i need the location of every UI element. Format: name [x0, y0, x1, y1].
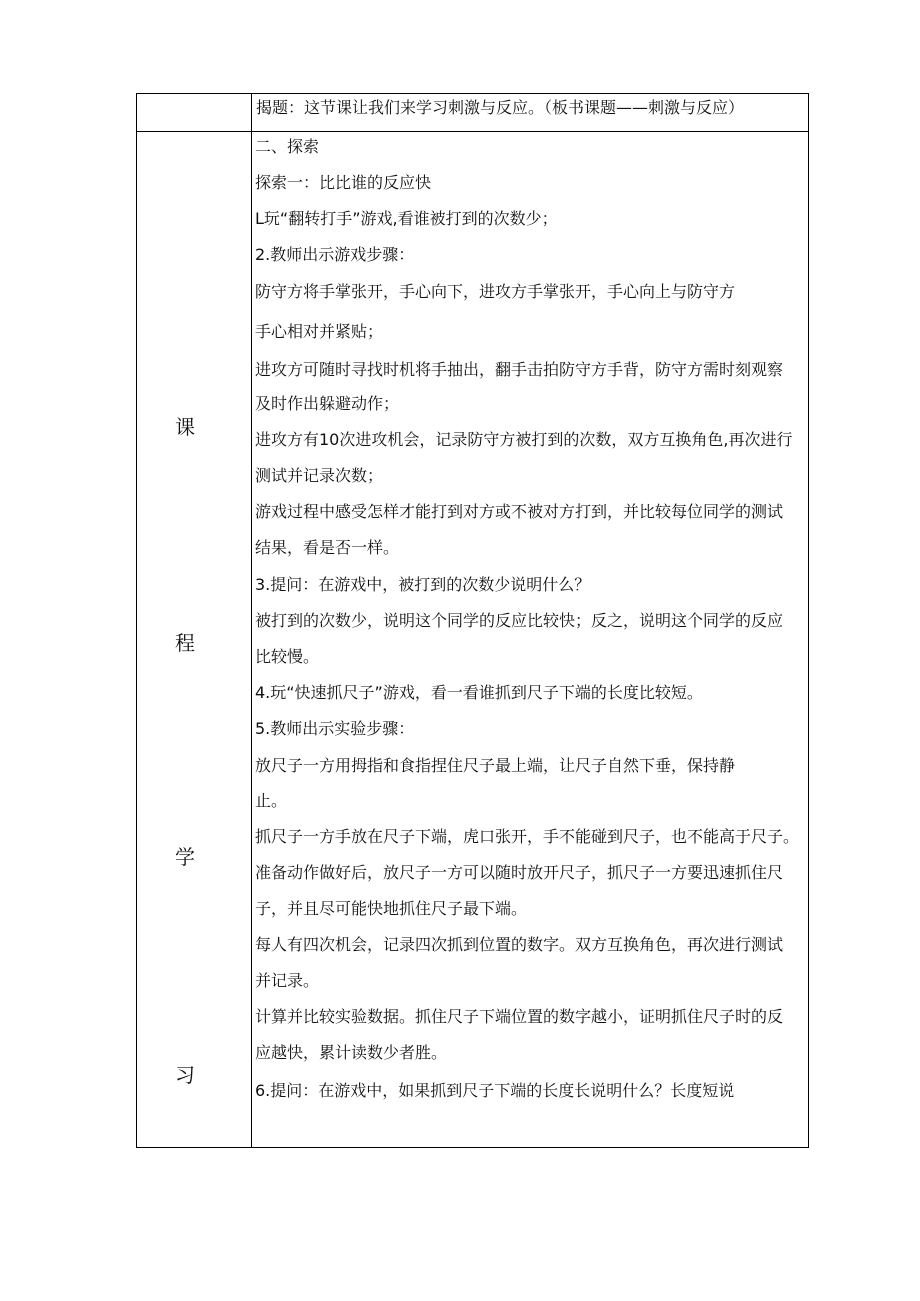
label-cell	[137, 132, 252, 1148]
intro-text: 揭题：这节课让我们来学习刺激与反应。（板书课题——刺激与反应）	[256, 98, 745, 117]
text-line: 探索一：比比谁的反应快	[255, 173, 432, 192]
content-cell	[252, 94, 809, 132]
text-line: 准备动作做好后，放尺子一方可以随时放开尺子，抓尺子一方要迅速抓住尺	[255, 863, 784, 882]
text-line: 止。	[255, 791, 288, 810]
text-line: 3.提问：在游戏中，被打到的次数少说明什么？	[255, 575, 591, 594]
text-line: 6.提问：在游戏中，如果抓到尺子下端的长度长说明什么？长度短说	[255, 1081, 735, 1100]
text-line: 并记录。	[255, 971, 320, 990]
text-line: 结果，看是否一样。	[255, 538, 400, 557]
text-line: 防守方将手掌张开，手心向下，进攻方手掌张开，手心向上与防守方	[255, 282, 736, 301]
text-line: 进攻方有10次进攻机会，记录防守方被打到的次数，双方互换角色,再次进行	[255, 430, 793, 449]
text-line: 2.教师出示游戏步骤：	[255, 245, 415, 264]
lesson-table	[136, 93, 809, 1148]
text-line: 进攻方可随时寻找时机将手抽出，翻手击拍防守方手背，防守方需时刻观察	[255, 360, 784, 379]
table-row	[137, 132, 809, 1148]
label-char: 程	[175, 631, 195, 655]
text-line: 抓尺子一方手放在尺子下端，虎口张开，手不能碰到尺子，也不能高于尺子。	[255, 827, 800, 846]
text-line: L玩“翻转打手”游戏,看谁被打到的次数少；	[255, 209, 558, 228]
text-line: 每人有四次机会，记录四次抓到位置的数字。双方互换角色，再次进行测试	[255, 935, 784, 954]
text-line: 比较慢。	[255, 647, 320, 666]
text-line: 手心相对并紧贴；	[255, 322, 384, 341]
label-char: 学	[175, 845, 195, 869]
text-line: 二、探索	[255, 137, 320, 156]
text-line: 被打到的次数少，说明这个同学的反应比较快；反之，说明这个同学的反应	[255, 611, 784, 630]
text-line: 4.玩“快速抓尺子”游戏，看一看谁抓到尺子下端的长度比较短。	[255, 683, 703, 702]
table-row	[137, 94, 809, 132]
text-line: 游戏过程中感受怎样才能打到对方或不被对方打到，并比较每位同学的测试	[255, 502, 784, 521]
text-line: 子，并且尽可能快地抓住尺子最下端。	[255, 899, 528, 918]
text-line: 计算并比较实验数据。抓住尺子下端位置的数字越小，证明抓住尺子时的反	[255, 1007, 784, 1026]
text-line: 测试并记录次数；	[255, 466, 384, 485]
text-line: 及时作出躲避动作；	[255, 394, 400, 413]
label-char: 习	[175, 1063, 195, 1087]
label-cell-empty	[137, 94, 252, 132]
text-line: 5.教师出示实验步骤：	[255, 719, 415, 738]
label-char: 课	[175, 415, 195, 439]
text-line: 应越快，累计读数少者胜。	[255, 1043, 448, 1062]
text-line: 放尺子一方用拇指和食指捏住尺子最上端，让尺子自然下垂，保持静	[255, 756, 736, 775]
content-cell	[252, 132, 809, 1148]
